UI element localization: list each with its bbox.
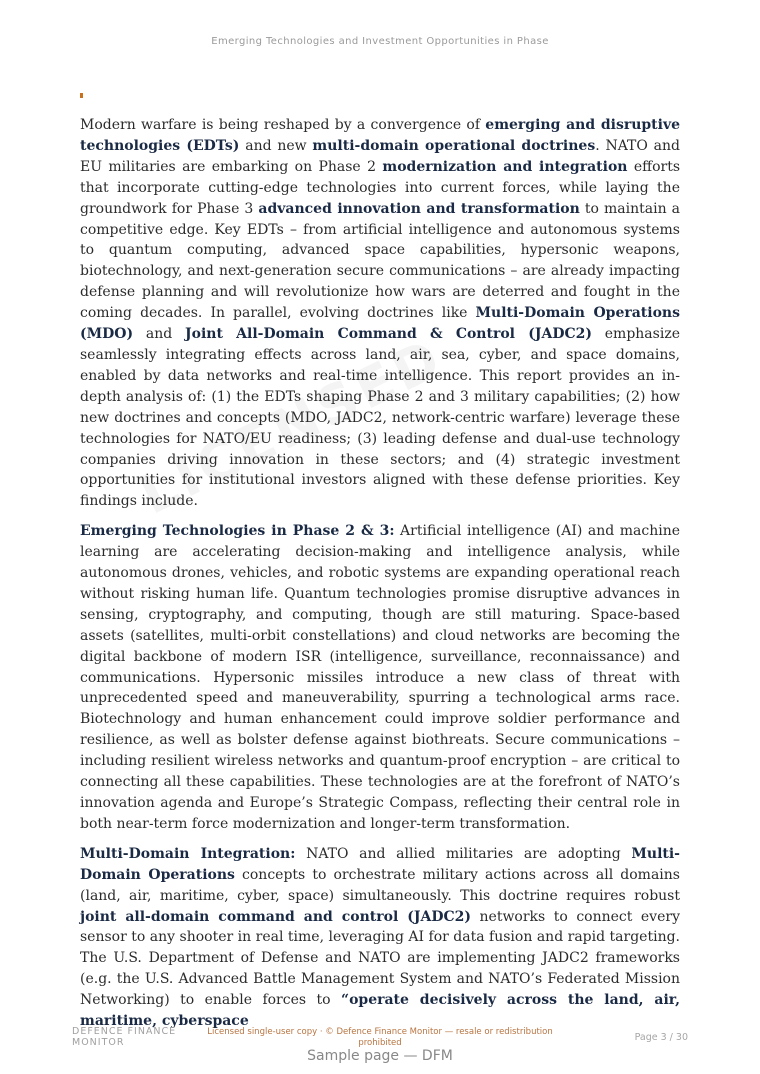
text-run: to maintain a competitive edge. Key EDTs – from artificial intelligence and autonomous systems to quantum computing, advanced space capabilities, hypersonic weapons, biotechnology, and next-generation secure communications – are already impacting defense planning and will revolutionize how wars are deterred and fought in the coming decades. In parallel, evolving doctrines like: [80, 200, 680, 322]
bold-term: multi-domain operational doctrines: [312, 137, 596, 154]
bold-term: Multi-Domain Operations: [80, 845, 680, 883]
paragraph-multi-domain: [80, 844, 680, 1032]
publisher-line: DEFENCE FINANCE: [72, 1026, 177, 1037]
running-header: Emerging Technologies and Investment Opportunities in Phase: [211, 36, 549, 47]
bold-term: Multi-Domain Operations (MDO): [80, 305, 680, 343]
bold-term: emerging and disruptive technologies (EDTs): [80, 117, 680, 154]
bold-quote: “operate decisively across the land, air, maritime, cyberspace: [80, 992, 680, 1030]
page-number: Page 3 / 30: [634, 1032, 688, 1043]
text-run: . NATO and EU militaries are embarking on Phase 2: [80, 137, 680, 175]
bold-term: advanced innovation and transformation: [258, 200, 580, 217]
text-run: and new: [239, 137, 313, 154]
sample-page-label: Sample page — DFM: [307, 1048, 453, 1064]
text-run: emphasize seamlessly integrating effects across land, air, sea, cyber, and space domains, enabled by data networks and real-time intelligence. This report provides an in-depth analysis of: (1) the EDTs shaping Phase 2 and 3 military capabilities; (2) how new doctrines and concepts (MDO, JADC2, network-centric warfare) leverage these technologies for NATO/EU readiness; (3) leading defense and dual-use technology companies driving innovation in these sectors; and (4) strategic investment opportunities for institutional investors aligned with these defense priorities. Key findings include.: [80, 326, 680, 510]
accent-mark: [80, 93, 83, 98]
bold-term: Joint All-Domain Command & Control (JADC2): [185, 326, 592, 343]
text-run: Modern warfare is being reshaped by a convergence of: [80, 117, 486, 133]
bold-term: modernization and integration: [382, 158, 628, 175]
footer-license-notice: Licensed single-user copy · © Defence Finance Monitor — resale or redistribution prohibited: [207, 1027, 553, 1048]
footer-publisher: [72, 1026, 176, 1048]
section-lead-heading: Emerging Technologies in Phase 2 & 3:: [80, 523, 395, 540]
bold-term: joint all-domain command and control (JADC2): [80, 908, 471, 925]
text-run: Artificial intelligence (AI) and machine learning are accelerating decision-making and intelligence analysis, while autonomous drones, vehicles, and robotic systems are expanding operational reach without risking human life. Quantum technologies promise disruptive advances in sensing, cryptography, and computing, though are still maturing. Space-based assets (satellites, multi-orbit constellations) and cloud networks are becoming the digital backbone of modern ISR (intelligence, surveillance, reconnaissance) and communications. Hypersonic missiles introduce a new class of threat with unprecedented speed and maneuverability, spurring a technological arms race. Biotechnology and human enhancement could improve soldier performance and resilience, as well as bolster defense against biothreats. Secure communications – including resilient wireless networks and quantum-proof encryption – are critical to connecting all these capabilities. These technologies are at the forefront of NATO’s innovation agenda and Europe’s Strategic Compass, reflecting their central role in both near-term force modernization and longer-term transformation.: [80, 523, 681, 832]
text-run: concepts to orchestrate military actions across all domains (land, air, maritime, cyber, space) simultaneously. This doctrine requires robust: [80, 866, 680, 904]
text-run: networks to connect every sensor to any shooter in real time, leveraging AI for data fusion and rapid targeting. The U.S. Department of Defense and NATO are implementing JADC2 frameworks (e.g. the U.S. Advanced Battle Management System and NATO’s Federated Mission Networking) to enable forces to: [80, 908, 680, 1009]
publisher-line: MONITOR: [72, 1037, 125, 1048]
paragraph-intro: [80, 115, 680, 512]
text-run: and: [133, 326, 186, 343]
text-run: NATO and allied militaries are adopting: [295, 845, 632, 862]
section-lead-heading: Multi-Domain Integration:: [80, 845, 296, 862]
body-content: [80, 115, 681, 1030]
paragraph-emerging-technologies: [80, 521, 680, 835]
text-run: efforts that incorporate cutting-edge technologies into current forces, while laying the groundwork for Phase 3: [80, 158, 681, 217]
